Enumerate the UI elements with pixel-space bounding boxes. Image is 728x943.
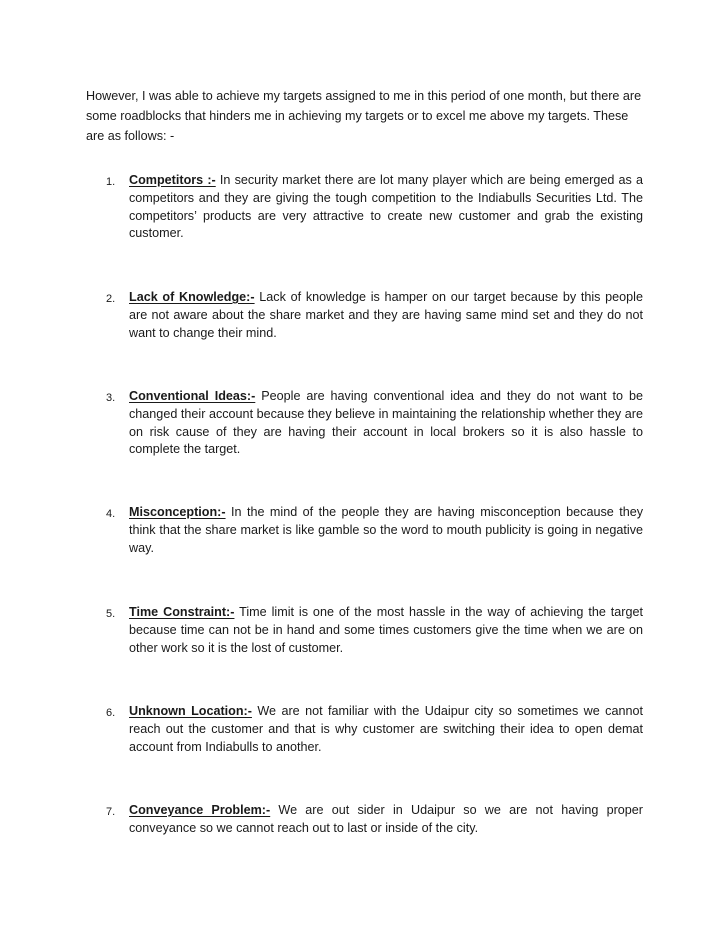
list-item-number: 5.	[106, 608, 116, 620]
list-item-heading: Unknown Location:-	[129, 704, 252, 718]
list-item-text	[129, 504, 643, 557]
list-item-body: In security market there are lot many player which are being emerged as a competitors and they are giving the tough competition to the Indiabulls Securities Ltd. The competitors’ products are very attractive to create new customer and grab the existing customer.	[129, 173, 643, 241]
list-item-number: 3.	[106, 392, 116, 404]
list-item-number: 4.	[106, 508, 116, 520]
list-item-number: 6.	[106, 707, 116, 719]
list-item-heading: Time Constraint:-	[129, 605, 235, 619]
list-item-heading: Misconception:-	[129, 505, 226, 519]
list-item-number: 1.	[106, 176, 116, 188]
list-item-body: People are having conventional idea and they do not want to be changed their account because they believe in maintaining the relationship whether they are on risk cause of they are having their account in local brokers so it is also hassle to complete the target.	[129, 389, 643, 457]
list-item-text	[129, 604, 643, 657]
list-item-heading: Competitors :-	[129, 173, 216, 187]
list-item-body: Lack of knowledge is hamper on our target because by this people are not aware about the share market and they are having same mind set and they do not want to change their mind.	[129, 290, 643, 340]
list-item-heading: Conventional Ideas:-	[129, 389, 256, 403]
list-item-text	[129, 388, 643, 459]
list-item-body: Time limit is one of the most hassle in the way of achieving the target because time can not be in hand and some times customers give the time when we are on other work so it is the lost of customer.	[129, 605, 643, 655]
list-item-body: We are not familiar with the Udaipur city so sometimes we cannot reach out the customer and that is why customer are switching their idea to open demat account from Indiabulls to another.	[129, 704, 643, 754]
list-item-text	[129, 802, 643, 838]
intro-paragraph: However, I was able to achieve my targets assigned to me in this period of one month, but there are some roadblocks that hinders me in achieving my targets or to excel me above my targets. These are as follows: -	[86, 89, 642, 143]
list-item-text	[129, 289, 643, 342]
list-item-body: We are out sider in Udaipur so we are not having proper conveyance so we cannot reach out to last or inside of the city.	[129, 803, 644, 835]
list-item-heading: Conveyance Problem:-	[129, 803, 271, 817]
list-item-text	[129, 703, 643, 756]
list-item-heading: Lack of Knowledge:-	[129, 290, 255, 304]
list-item-body: In the mind of the people they are having misconception because they think that the share market is like gamble so the word to mouth publicity is going in negative way.	[129, 505, 644, 555]
list-item-number: 7.	[106, 806, 116, 818]
list-item-text	[129, 172, 643, 243]
list-item-number: 2.	[106, 293, 116, 305]
